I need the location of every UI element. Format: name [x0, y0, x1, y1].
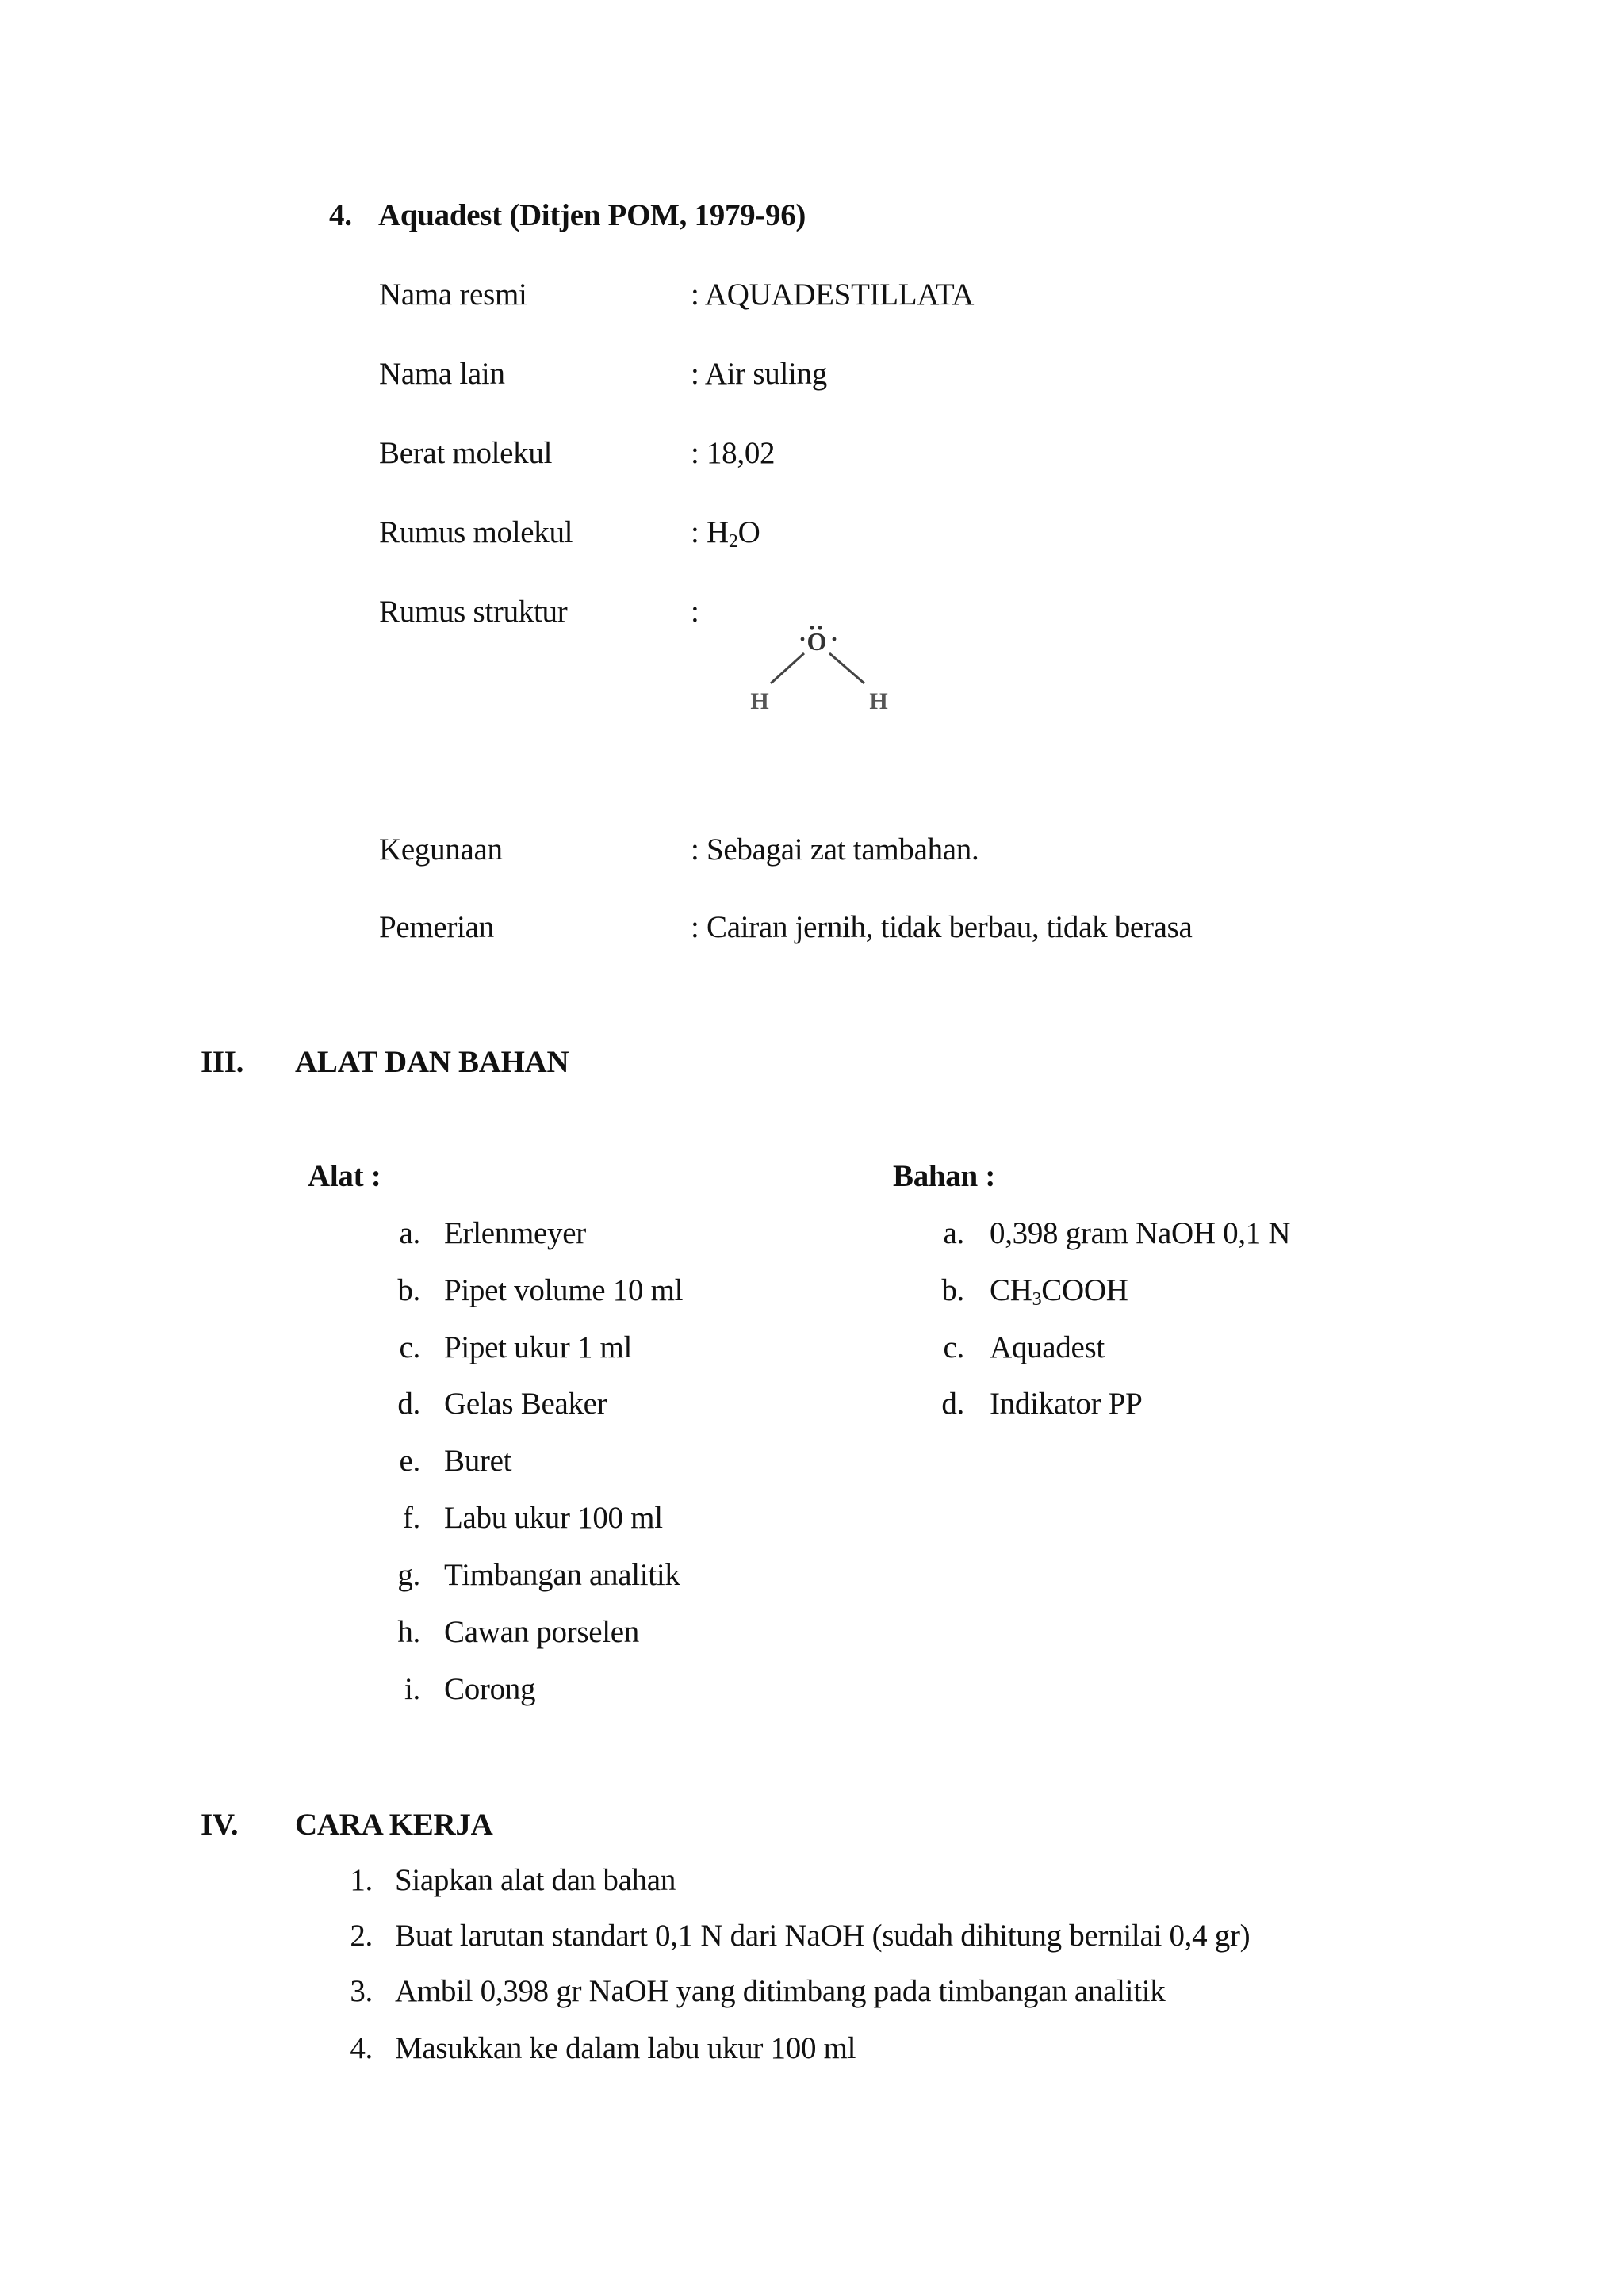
- alat-item-text: Erlenmeyer: [444, 1216, 586, 1250]
- water-structure-diagram: [737, 618, 912, 721]
- prop-value-rumus-struktur: :: [691, 595, 699, 629]
- section-number-iv: IV.: [201, 1808, 239, 1842]
- bahan-item-text: Indikator PP: [990, 1387, 1143, 1421]
- prop-label-berat-molekul: Berat molekul: [379, 436, 553, 470]
- bahan-item-letter: d.: [941, 1387, 964, 1421]
- section-number: 4.: [329, 198, 352, 232]
- section-title-cara-kerja: CARA KERJA: [295, 1808, 493, 1842]
- step-number: 3.: [350, 1974, 373, 2008]
- lone-pair-dot: [801, 637, 805, 641]
- lone-pair-dot: [833, 637, 837, 641]
- section-title-alat-dan-bahan: ALAT DAN BAHAN: [295, 1045, 569, 1079]
- step-number: 1.: [350, 1863, 373, 1897]
- alat-item-letter: h.: [397, 1615, 420, 1649]
- bond-left: [771, 653, 804, 683]
- alat-item-letter: d.: [397, 1387, 420, 1421]
- bahan-item-letter: c.: [943, 1330, 964, 1364]
- alat-item-text: Timbangan analitik: [444, 1558, 680, 1592]
- step-number: 2.: [350, 1919, 373, 1953]
- prop-label-rumus-struktur: Rumus struktur: [379, 595, 568, 629]
- bahan-item-letter: b.: [941, 1273, 964, 1307]
- section-heading-aquadest: [329, 200, 806, 231]
- alat-item-letter: b.: [397, 1273, 420, 1307]
- step-text: Masukkan ke dalam labu ukur 100 ml: [395, 2031, 856, 2065]
- hydrogen-atom-label-left: H: [750, 688, 769, 714]
- alat-item-letter: e.: [399, 1444, 420, 1478]
- prop-value-kegunaan: : Sebagai zat tambahan.: [691, 832, 979, 867]
- alat-item-text: Pipet ukur 1 ml: [444, 1330, 633, 1364]
- step-text: Buat larutan standart 0,1 N dari NaOH (sudah dihitung bernilai 0,4 gr): [395, 1919, 1251, 1953]
- bahan-item-text: Aquadest: [990, 1330, 1105, 1364]
- hydrogen-atom-label-right: H: [869, 688, 888, 714]
- prop-label-pemerian: Pemerian: [379, 910, 494, 944]
- oxygen-atom-label: O: [806, 627, 827, 656]
- prop-label-nama-resmi: Nama resmi: [379, 277, 527, 312]
- alat-item-text: Pipet volume 10 ml: [444, 1273, 684, 1307]
- alat-item-text: Cawan porselen: [444, 1615, 639, 1649]
- bahan-item-text: $CH_3COOH$: [990, 1273, 1128, 1310]
- alat-item-text: Gelas Beaker: [444, 1387, 607, 1421]
- prop-value-nama-lain: : Air suling: [691, 357, 827, 391]
- prop-label-kegunaan: Kegunaan: [379, 832, 503, 867]
- section-title: Aquadest (Ditjen POM, 1979-96): [378, 198, 806, 232]
- alat-item-letter: g.: [397, 1558, 420, 1592]
- bond-right: [829, 653, 864, 683]
- alat-item-letter: c.: [399, 1330, 420, 1364]
- step-number: 4.: [350, 2031, 373, 2065]
- prop-label-nama-lain: Nama lain: [379, 357, 505, 391]
- bahan-item-letter: a.: [943, 1216, 964, 1250]
- prop-label-rumus-molekul: Rumus molekul: [379, 515, 573, 549]
- alat-item-letter: i.: [404, 1672, 420, 1706]
- bahan-item-text: 0,398 gram NaOH 0,1 N: [990, 1216, 1291, 1250]
- alat-item-text: Buret: [444, 1444, 512, 1478]
- alat-item-letter: a.: [399, 1216, 420, 1250]
- prop-value-pemerian: : Cairan jernih, tidak berbau, tidak berasa: [691, 910, 1193, 944]
- section-number-iii: III.: [201, 1045, 244, 1079]
- prop-value-nama-resmi: : AQUADESTILLATA: [691, 277, 975, 312]
- step-text: Siapkan alat dan bahan: [395, 1863, 676, 1897]
- bahan-heading: Bahan :: [893, 1159, 996, 1193]
- alat-item-text: Labu ukur 100 ml: [444, 1501, 663, 1535]
- alat-heading: Alat :: [308, 1159, 381, 1193]
- alat-item-text: Corong: [444, 1672, 536, 1706]
- alat-item-letter: f.: [402, 1501, 420, 1535]
- step-text: Ambil 0,398 gr NaOH yang ditimbang pada timbangan analitik: [395, 1974, 1166, 2008]
- prop-value-rumus-molekul: : $H_2O$: [691, 515, 760, 552]
- prop-value-berat-molekul: : 18,02: [691, 436, 776, 470]
